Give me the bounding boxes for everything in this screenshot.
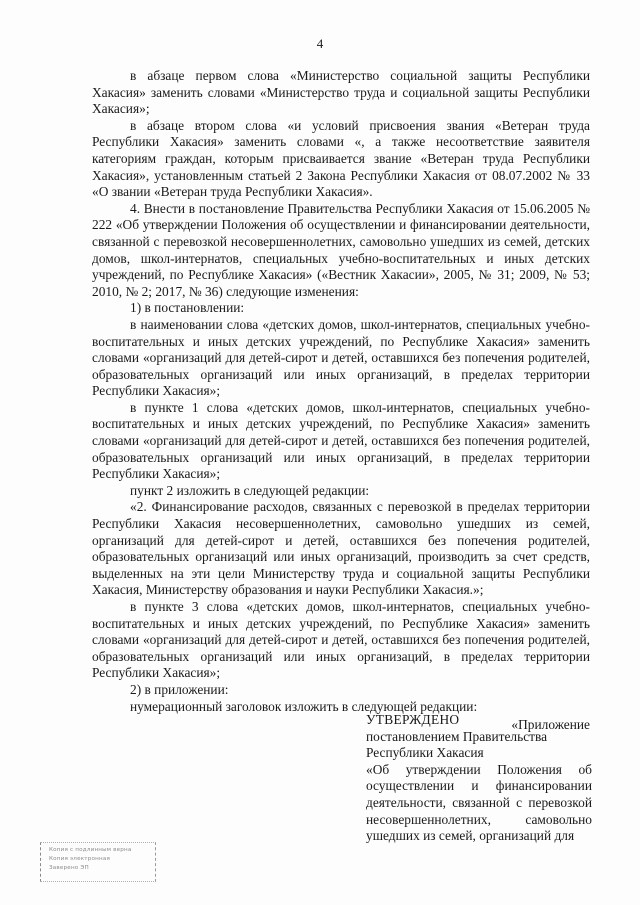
stamp-line: Копия электронная xyxy=(49,856,111,862)
certification-stamp xyxy=(40,842,156,882)
paragraph: в пункте 1 слова «детских домов, школ-интернатов, специальных учебно-воспитательных и иных детских учреждений, по Республике Хакасия» заменить словами «организаций для детей-сирот и детей, оставшихся без попечения родителей, образовательных организаций или иных организаций, в пределах территории Республики Хакасия»; xyxy=(92,399,590,482)
approval-block xyxy=(366,712,592,845)
approval-line: постановлением Правительства xyxy=(366,728,548,744)
paragraph: нумерационный заголовок изложить в следующей редакции: xyxy=(130,698,478,714)
approval-title: УТВЕРЖДЕНО xyxy=(366,712,460,727)
paragraph: в абзаце первом слова «Министерство социальной защиты Республики Хакасия» заменить словами «Министерство труда и социальной защиты Республики Хакасия»; xyxy=(92,68,590,117)
paragraph: в абзаце втором слова «и условий присвоения звания «Ветеран труда Республики Хакасия» заменить словами «, а также несоответствие заявителя категориям граждан, которым присваивается звание «Ветеран труда Республики Хакасия», установленным статьей 2 Закона Республики Хакасия от 08.07.2002 № 33 «О звании «Ветеран труда Республики Хакасия». xyxy=(92,117,590,200)
paragraph: в наименовании слова «детских домов, школ-интернатов, специальных учебно-воспитательных и иных детских учреждений, по Республике Хакасия» заменить словами «организаций для детей-сирот и детей, оставшихся без попечения родителей, образовательных организаций или иных организаций, в пределах территории Республики Хакасия»; xyxy=(92,316,590,399)
approval-line: «Об утверждении Положения об осуществлении и финансировании деятельности, связанной с перевозкой несовершеннолетних, самовольно ушедших из семей, организаций для xyxy=(366,761,592,844)
paragraph: 1) в постановлении: xyxy=(130,300,245,316)
document-body xyxy=(92,68,590,734)
paragraph: пункт 2 изложить в следующей редакции: xyxy=(130,482,370,498)
stamp-line: Заверено ЭП xyxy=(49,865,89,871)
paragraph: 4. Внести в постановление Правительства Республики Хакасия от 15.06.2005 № 222 «Об утверждении Положения об осуществлении и финансировании деятельности, связанной с перевозкой несовершеннолетних, самовольно ушедших из семей, детских домов, школ-интернатов, специальных учебно-воспитательных и иных детских учреждений, по Республике Хакасия» («Вестник Хакасии», 2005, № 31; 2009, № 53; 2010, № 2; 2017, № 36) следующие изменения: xyxy=(92,200,590,299)
paragraph: 2) в приложении: xyxy=(130,681,229,697)
paragraph: в пункте 3 слова «детских домов, школ-интернатов, специальных учебно-воспитательных и иных детских учреждений, по Республике Хакасия» заменить словами «организаций для детей-сирот и детей, оставшихся без попечения родителей, образовательных организаций или иных организаций, в пределах территории Республики Хакасия»; xyxy=(92,599,590,681)
page-number: 4 xyxy=(316,36,324,51)
appendix-label: «Приложение xyxy=(511,717,590,733)
paragraph: «2. Финансирование расходов, связанных с перевозкой в пределах территории Республики Хакасия несовершеннолетних, самовольно ушедших из семей, организаций для детей-сирот и детей, оставшихся без попечения родителей, образовательных организаций или иных организаций, производить за счет средств, выделенных на эти цели Министерству труда и социальной защиты Республики Хакасия, Министерству образования и науки Республики Хакасия.»; xyxy=(92,499,590,598)
approval-line: Республики Хакасия xyxy=(366,745,484,761)
stamp-line: Копия с подлинным верна xyxy=(49,847,132,853)
